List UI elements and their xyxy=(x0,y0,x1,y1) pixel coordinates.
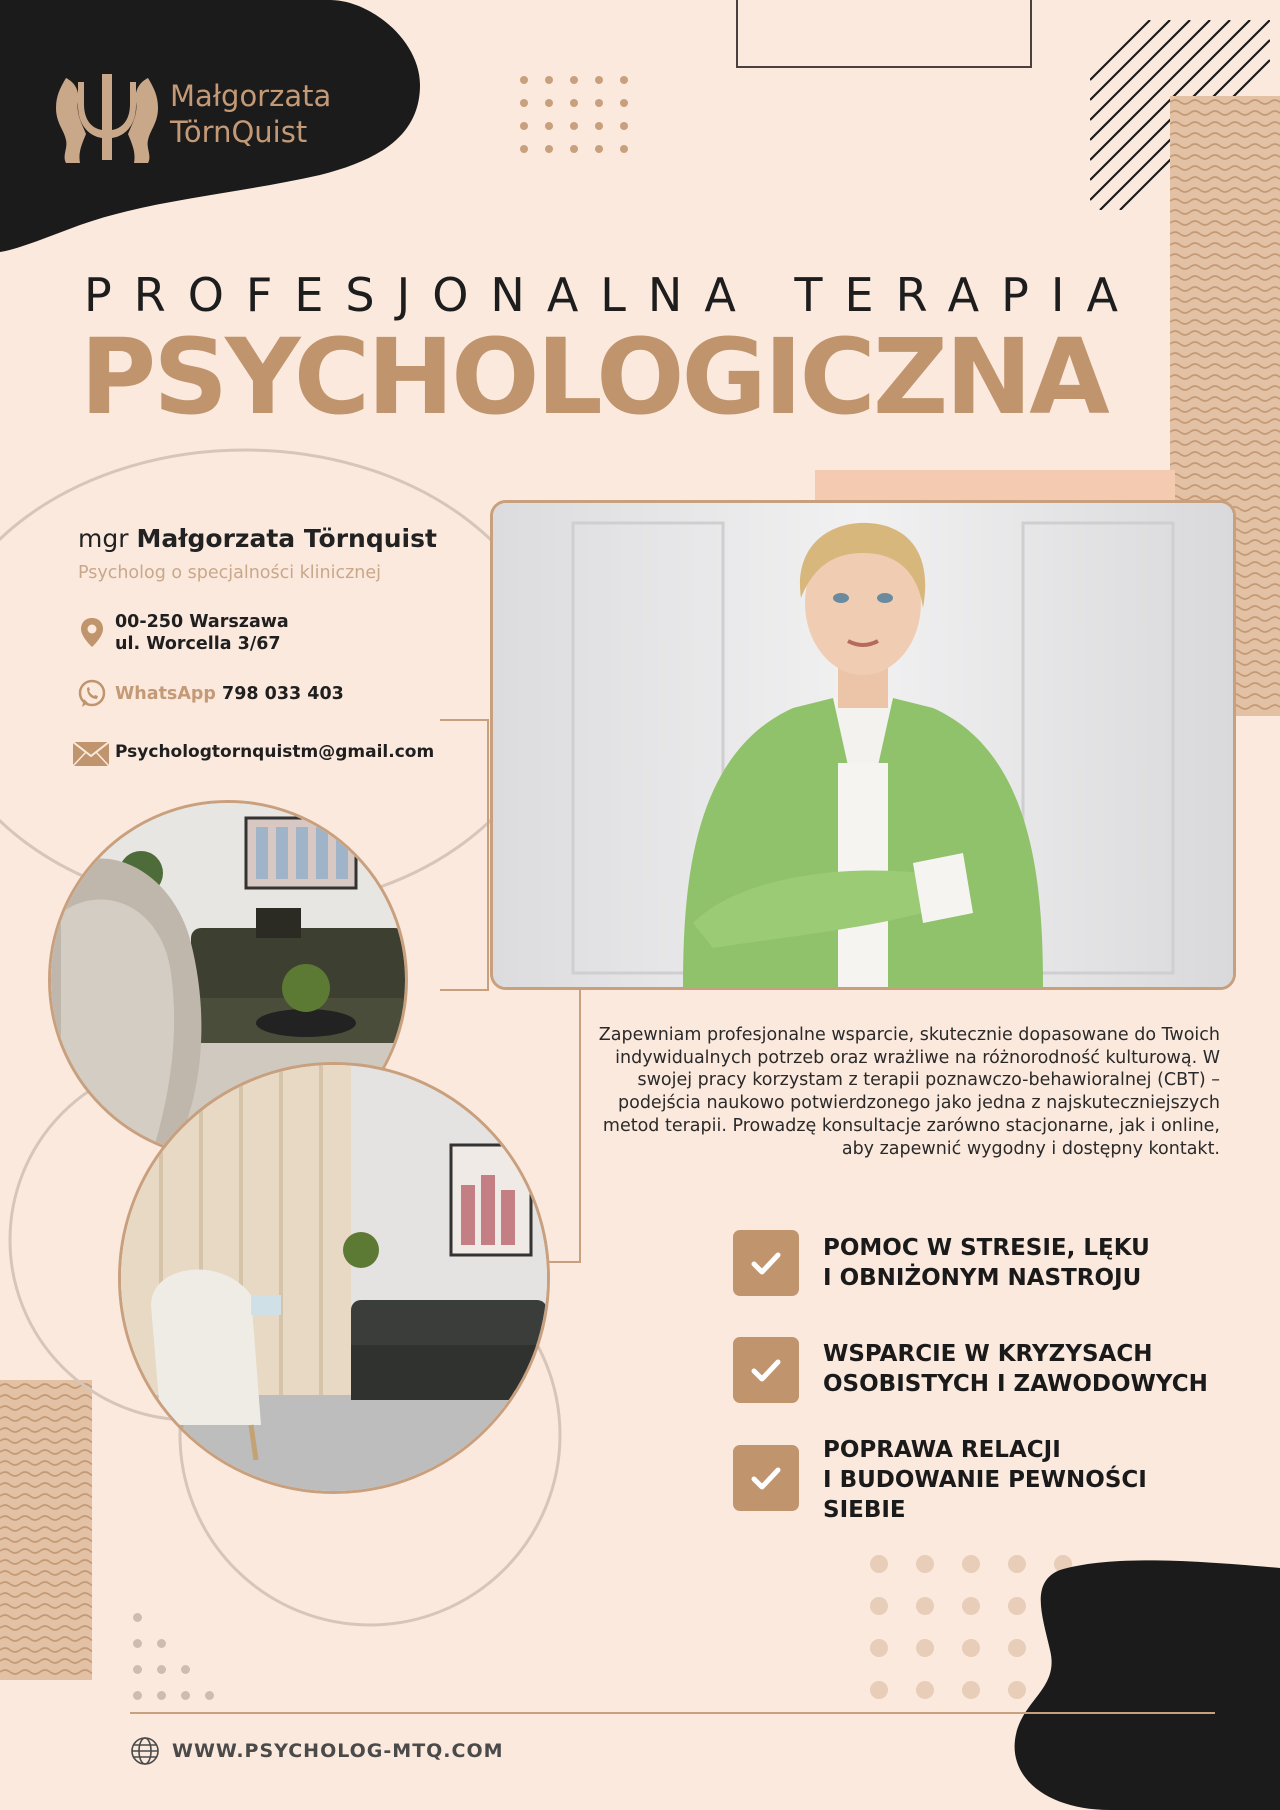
decor-dot xyxy=(962,1555,980,1573)
decor-dot xyxy=(870,1597,888,1615)
whatsapp-icon xyxy=(76,678,108,710)
portrait-illustration xyxy=(493,503,1233,987)
decor-dot xyxy=(181,1639,190,1648)
benefit-check-2 xyxy=(733,1337,799,1403)
globe-icon xyxy=(130,1736,160,1766)
decor-dot xyxy=(962,1681,980,1699)
decor-dot xyxy=(916,1681,934,1699)
degree-prefix: mgr xyxy=(78,524,129,553)
therapist-portrait-photo xyxy=(490,500,1236,990)
address-street: ul. Worcella 3/67 xyxy=(115,634,281,654)
decor-dot xyxy=(205,1613,214,1622)
office-illustration-2 xyxy=(121,1065,547,1491)
envelope-icon xyxy=(73,742,109,766)
benefit-2-line2: OSOBISTYCH I ZAWODOWYCH xyxy=(823,1371,1208,1397)
footer-divider xyxy=(130,1712,1215,1714)
decor-dot xyxy=(133,1691,142,1700)
location-pin-icon xyxy=(76,616,108,648)
checkmark-icon xyxy=(748,1245,784,1281)
decor-dot xyxy=(133,1665,142,1674)
benefit-check-3 xyxy=(733,1445,799,1511)
benefit-1-line1: POMOC W STRESIE, LĘKU xyxy=(823,1235,1150,1261)
decor-dot xyxy=(916,1639,934,1657)
decor-dot xyxy=(962,1639,980,1657)
logo-first-name: Małgorzata xyxy=(170,79,332,113)
decor-dot xyxy=(962,1597,980,1615)
whatsapp-label: WhatsApp xyxy=(115,684,216,704)
whatsapp-contact[interactable] xyxy=(115,684,344,704)
therapist-full-name: Małgorzata Törnquist xyxy=(136,524,437,553)
decor-dot xyxy=(181,1665,190,1674)
benefit-3-line3: SIEBIE xyxy=(823,1497,906,1523)
benefit-1-line2: I OBNIŻONYM NASTROJU xyxy=(823,1265,1142,1291)
phone-number: 798 033 403 xyxy=(222,684,344,704)
address-block xyxy=(115,611,289,655)
decor-dot xyxy=(181,1613,190,1622)
decor-dot xyxy=(157,1665,166,1674)
decor-dot xyxy=(133,1613,142,1622)
email-address[interactable]: Psychologtornquistm@gmail.com xyxy=(115,742,435,762)
decor-dot xyxy=(205,1665,214,1674)
decor-dot xyxy=(181,1691,190,1700)
benefit-item-3 xyxy=(823,1435,1147,1525)
benefit-check-1 xyxy=(733,1230,799,1296)
service-description: Zapewniam profesjonalne wsparcie, skutecznie dopasowane do Twoich indywidualnych potrzeb oraz wrażliwe na różnorodność kulturową. W swojej pracy korzystam z terapii poznawczo-behawioralnej (CBT) – podejścia naukowo potwierdzonego jako jedna z najskuteczniejszych metod terapii. Prowadzę konsultacje zarówno stacjonarne, jak i online, aby zapewnić wygodny i dostępny kontakt. xyxy=(598,1025,1220,1159)
decor-dot xyxy=(916,1597,934,1615)
headline-line2: PSYCHOLOGICZNA xyxy=(80,316,1107,438)
decor-dot xyxy=(157,1691,166,1700)
logo-last-name: TörnQuist xyxy=(170,115,308,149)
office-interior-photo-2 xyxy=(118,1062,550,1494)
decor-dot xyxy=(157,1639,166,1648)
decor-dot xyxy=(157,1613,166,1622)
benefit-3-line1: POPRAWA RELACJI xyxy=(823,1437,1061,1463)
decor-dot xyxy=(205,1639,214,1648)
benefit-2-line1: WSPARCIE W KRYZYSACH xyxy=(823,1341,1153,1367)
benefit-3-line2: I BUDOWANIE PEWNOŚCI xyxy=(823,1467,1147,1493)
decor-dot xyxy=(870,1639,888,1657)
decor-dot xyxy=(870,1681,888,1699)
address-city: 00-250 Warszawa xyxy=(115,612,289,632)
benefit-item-2 xyxy=(823,1339,1208,1399)
checkmark-icon xyxy=(748,1460,784,1496)
bottom-right-decor-blob xyxy=(990,1560,1280,1810)
website-link[interactable]: WWW.PSYCHOLOG-MTQ.COM xyxy=(172,1740,504,1762)
headline-line1: PROFESJONALNA TERAPIA xyxy=(84,268,1140,322)
decor-dot xyxy=(205,1691,214,1700)
bottom-left-dots-decor xyxy=(133,1613,214,1700)
benefit-item-1 xyxy=(823,1233,1150,1293)
decor-dot xyxy=(133,1639,142,1648)
therapist-name xyxy=(78,524,437,553)
therapist-role: Psycholog o specjalności klinicznej xyxy=(78,563,382,583)
decor-dot xyxy=(916,1555,934,1573)
checkmark-icon xyxy=(748,1352,784,1388)
decor-dot xyxy=(870,1555,888,1573)
